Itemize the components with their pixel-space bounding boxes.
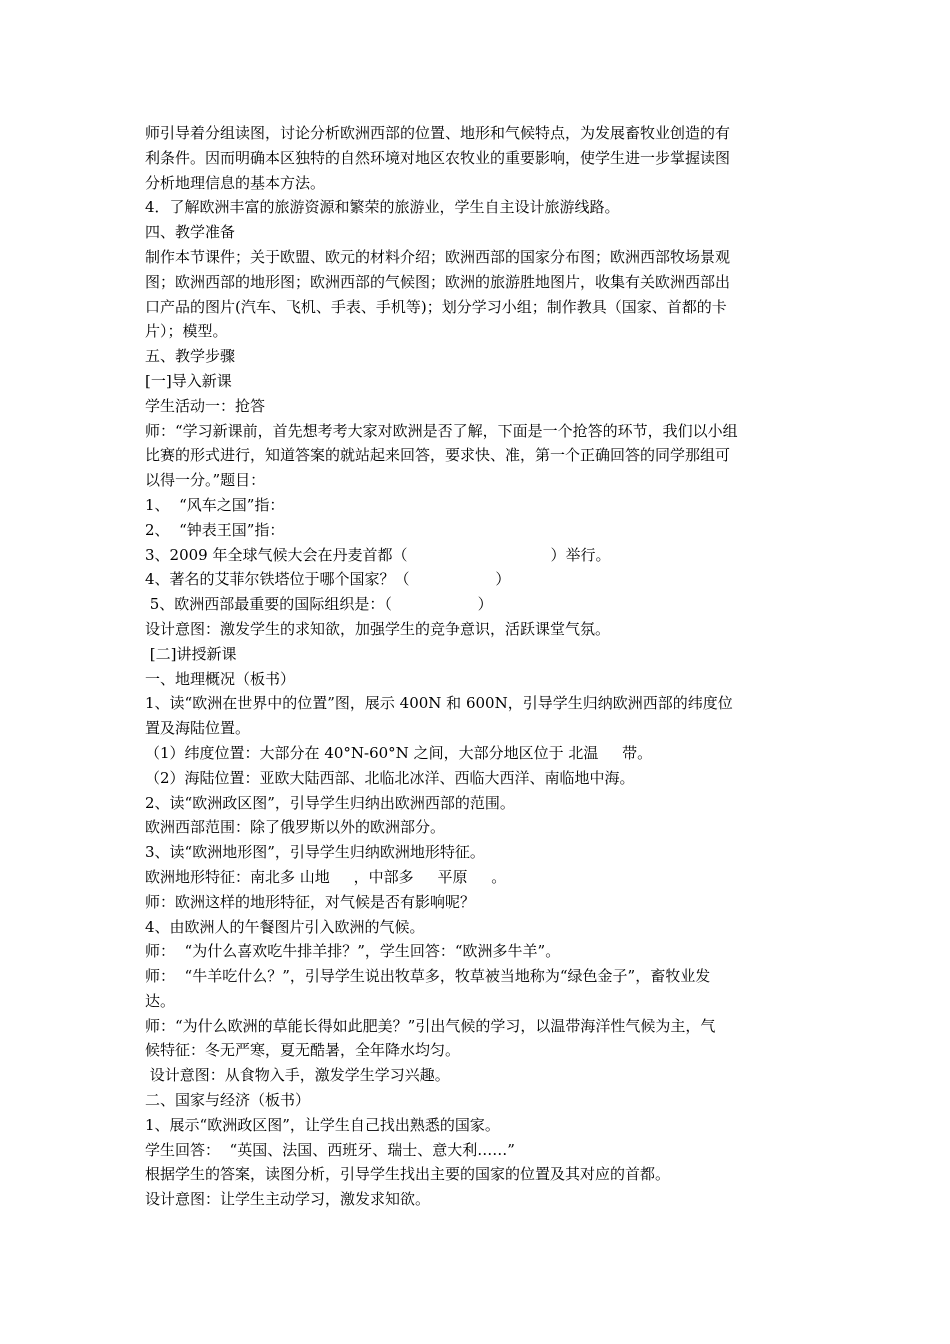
text-line: 候特征：冬无严寒，夏无酷暑，全年降水均匀。 (145, 1041, 461, 1060)
text-line: 一、地理概况（板书） (145, 669, 296, 688)
text-line: 五、教学步骤 (145, 347, 236, 366)
text-line: 利条件。因而明确本区独特的自然环境对地区农牧业的重要影响，使学生进一步掌握读图 (145, 148, 731, 167)
text-line: 1、 “风车之国”指： (145, 495, 285, 514)
text-line: [二]讲授新课 (145, 644, 237, 663)
text-line: 根据学生的答案，读图分析，引导学生找出主要的国家的位置及其对应的首都。 (145, 1165, 671, 1184)
text-line: 口产品的图片(汽车、飞机、手表、手机等)；划分学习小组；制作教具（国家、首都的卡 (145, 297, 727, 316)
text-line: （1）纬度位置：大部分在 40°N-60°N 之间，大部分地区位于 北温 带。 (145, 743, 653, 762)
text-line: 师引导着分组读图，讨论分析欧洲西部的位置、地形和气候特点，为发展畜牧业创造的有 (145, 124, 731, 142)
text-line: 欧洲西部范围：除了俄罗斯以外的欧洲部分。 (145, 818, 446, 837)
document-page (145, 121, 810, 1212)
text-line: 学生回答： “英国、法国、西班牙、瑞士、意大利……” (145, 1140, 515, 1159)
text-line: 师： “为什么喜欢吃牛排羊排？”，学生回答：“欧洲多牛羊”。 (145, 942, 561, 961)
text-line: 学生活动一：抢答 (145, 396, 266, 415)
text-line: 4、由欧洲人的午餐图片引入欧洲的气候。 (145, 917, 425, 936)
text-line: 4．了解欧洲丰富的旅游资源和繁荣的旅游业，学生自主设计旅游线路。 (145, 198, 620, 217)
text-line: 四、教学准备 (145, 223, 236, 242)
text-line: 2、读“欧洲政区图”，引导学生归纳出欧洲西部的范围。 (145, 793, 515, 812)
text-line: 设计意图：从食物入手，激发学生学习兴趣。 (145, 1066, 450, 1085)
text-line: 师： “牛羊吃什么？”，引导学生说出牧草多，牧草被当地称为“绿色金子”，畜牧业发 (145, 967, 711, 986)
text-line: 欧洲地形特征：南北多 山地 ，中部多 平原 。 (145, 867, 507, 886)
text-line: 设计意图：激发学生的求知欲，加强学生的竞争意识，活跃课堂气氛。 (145, 619, 611, 638)
text-line: 4、著名的艾菲尔铁塔位于哪个国家？（ ） (145, 570, 511, 589)
text-line: 达。 (145, 991, 176, 1010)
text-line: 制作本节课件；关于欧盟、欧元的材料介绍；欧洲西部的国家分布图；欧洲西部牧场景观 (145, 247, 731, 266)
text-line: 比赛的形式进行，知道答案的就站起来回答，要求快、准，第一个正确回答的同学那组可 (145, 446, 731, 465)
text-line: 置及海陆位置。 (145, 719, 251, 738)
text-line: 片）；模型。 (145, 322, 228, 341)
text-line: 设计意图：让学生主动学习，激发求知欲。 (145, 1190, 431, 1209)
text-line: 3、2009 年全球气候大会在丹麦首都（ ）举行。 (145, 545, 611, 564)
text-line: 二、国家与经济（板书） (145, 1091, 311, 1110)
text-line: （2）海陆位置：亚欧大陆西部、北临北冰洋、西临大西洋、南临地中海。 (145, 768, 635, 787)
text-line: 以得一分。”题目： (145, 471, 266, 490)
text-line: [一]导入新课 (145, 371, 232, 390)
text-line: 5、欧洲西部最重要的国际组织是：（ ） (145, 595, 493, 614)
text-line: 师：“为什么欧洲的草能长得如此肥美？”引出气候的学习，以温带海洋性气候为主，气 (145, 1016, 716, 1035)
text-line: 1、展示“欧洲政区图”，让学生自己找出熟悉的国家。 (145, 1115, 500, 1134)
text-line: 师：“学习新课前，首先想考考大家对欧洲是否了解，下面是一个抢答的环节，我们以小组 (145, 421, 738, 440)
text-line: 图；欧洲西部的地形图；欧洲西部的气候图；欧洲的旅游胜地图片，收集有关欧洲西部出 (145, 272, 731, 291)
text-line: 2、 “钟表王国”指： (145, 520, 285, 539)
text-line: 分析地理信息的基本方法。 (145, 173, 326, 192)
text-line: 3、读“欧洲地形图”，引导学生归纳欧洲地形特征。 (145, 843, 485, 862)
text-line: 师：欧洲这样的地形特征，对气候是否有影响呢？ (145, 892, 476, 911)
text-line: 1、读“欧洲在世界中的位置”图，展示 400N 和 600N，引导学生归纳欧洲西部的纬度位 (145, 694, 733, 713)
